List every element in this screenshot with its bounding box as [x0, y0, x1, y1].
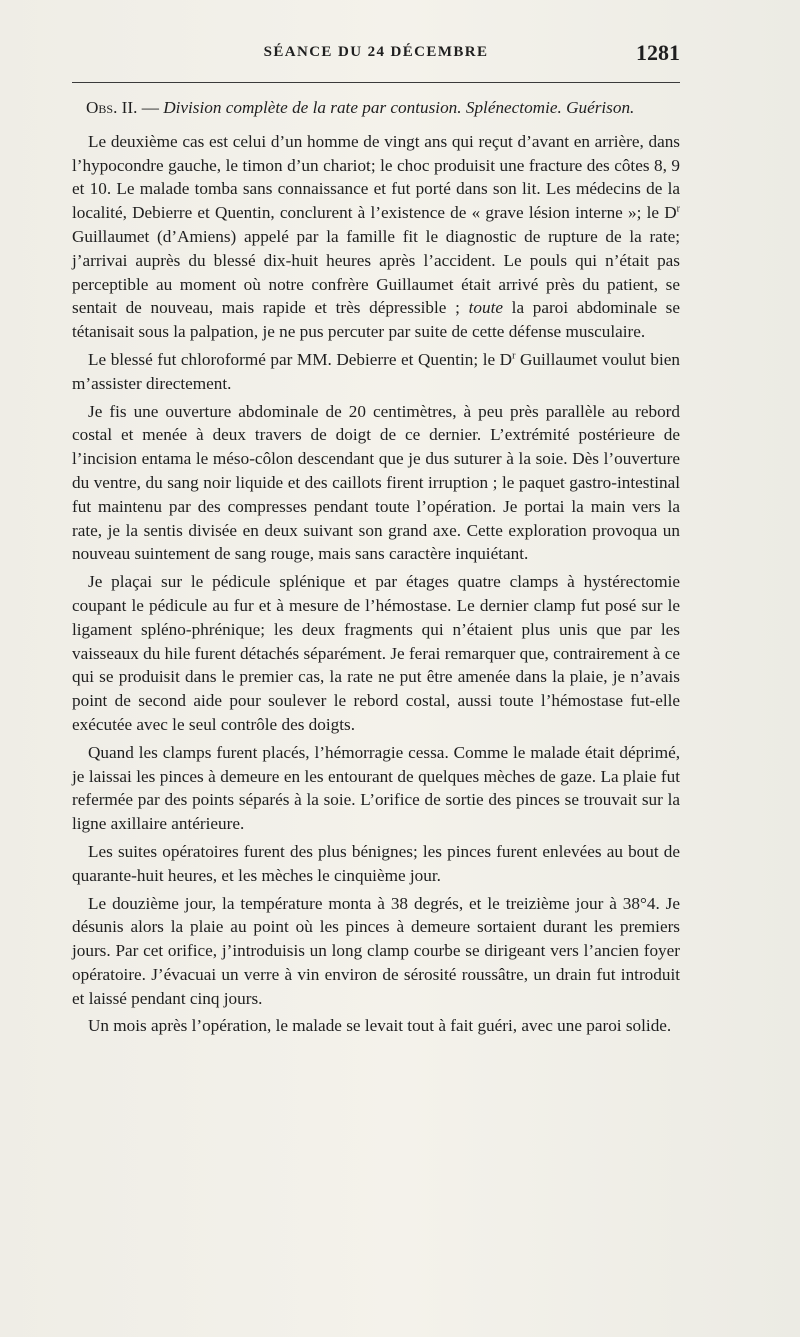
- paragraph-1-text-b: Guillaumet (d’Amiens) appelé par la famille fit le diagnostic de rupture de la rate; j’arrivai auprès du blessé dix-huit heures après l’accident. Le pouls qui n’était pas perceptible au moment où notre confrère Guillaumet était arrivé près du patient, se sentait de nouveau, mais rapide et très dépressible ;: [72, 226, 680, 318]
- observation-title: Division complète de la rate par contusion. Splénectomie. Guérison.: [163, 98, 635, 117]
- paragraph-3: Je fis une ouverture abdominale de 20 centimètres, à peu près parallèle au rebord costal et menée à deux travers de doigt de ce dernier. L’extrémité postérieure de l’incision entama le méso-côlon descendant que je dus suturer à la soie. Dès l’ouverture du ventre, du sang noir liquide et des caillots firent irruption ; le paquet gastro-intestinal fut maintenu par des compresses pendant toute l’opération. Je portai la main vers la rate, je la sentis divisée en deux suivant son grand axe. Cette exploration provoqua un nouveau suintement de sang rouge, mais sans caractère inquiétant.: [72, 401, 680, 564]
- paragraph-1-superscript: r: [676, 203, 680, 215]
- page-number: 1281: [636, 40, 680, 65]
- paragraph-1-italic: toute: [468, 298, 503, 318]
- observation-heading: [72, 96, 680, 120]
- paragraph-4: Je plaçai sur le pédicule splénique et par étages quatre clamps à hystérectomie coupant le pédicule au fur et à mesure de l’hémostase. Le dernier clamp fut posé sur le ligament spléno-phrénique; les deux fragments qui n’étaient plus unis que par les vaisseaux du hile furent détachés séparément. Je ferai remarquer que, contrairement à ce qui se produisit dans le premier cas, la rate ne put être amenée dans la plaie, je n’avais point de second aide pour soulever le rebord costal, aussi toute l’hémostase fut-elle exécutée avec le seul contrôle des doigts.: [72, 572, 680, 734]
- page-header: [72, 40, 680, 70]
- observation-dash: —: [137, 98, 164, 117]
- paragraph-1-text: Le deuxième cas est celui d’un homme de vingt ans qui reçut d’avant en arrière, dans l’hypocondre gauche, le timon d’un chariot; le choc produisit une fracture des côtes 8, 9 et 10. Le malade tomba sans connaissance et fut porté dans son lit. Les médecins de la localité, Debierre et Quentin, conclurent à l’existence de « grave lésion interne »; le D: [72, 131, 680, 223]
- article-body: [72, 96, 680, 1038]
- paragraph-1: [72, 130, 680, 344]
- paragraph-1-text-c: la paroi abdominale se tétanisait sous la palpation, je ne pus percuter par suite de cette défense musculaire.: [72, 298, 680, 342]
- paragraph-2-text: Le blessé fut chloroformé par MM. Debierre et Quentin; le D: [88, 349, 513, 369]
- paragraph-6: Les suites opératoires furent des plus bénignes; les pinces furent enlevées au bout de quarante-huit heures, et les mèches le cinquième jour.: [72, 841, 680, 885]
- observation-label: Obs. II.: [86, 98, 138, 117]
- paragraph-5: Quand les clamps furent placés, l’hémorragie cessa. Comme le malade était déprimé, je laissai les pinces à demeure en les entourant de quelques mèches de gaze. La plaie fut refermée par des points séparés à la soie. L’orifice de sortie des pinces se trouvait sur la ligne axillaire antérieure.: [72, 742, 680, 834]
- paragraph-2-superscript: r: [512, 350, 516, 362]
- paragraph-2-text-b: Guillaumet voulut bien m’assister directement.: [72, 349, 680, 393]
- paragraph-8: Un mois après l’opération, le malade se levait tout à fait guéri, avec une paroi solide.: [88, 1016, 672, 1036]
- paragraph-2: [72, 348, 680, 396]
- paragraph-7: Le douzième jour, la température monta à 38 degrés, et le treizième jour à 38°4. Je désunis alors la plaie au point où les pinces à demeure sortaient durant les premiers jours. Par cet orifice, j’introduisis un long clamp courbe se dirigeant vers l’ancien foyer opératoire. J’évacuai un verre à vin environ de sérosité roussâtre, un drain fut introduit et laissé pendant cinq jours.: [72, 893, 680, 1008]
- running-head: SÉANCE DU 24 DÉCEMBRE: [263, 44, 489, 60]
- header-rule: [72, 82, 680, 83]
